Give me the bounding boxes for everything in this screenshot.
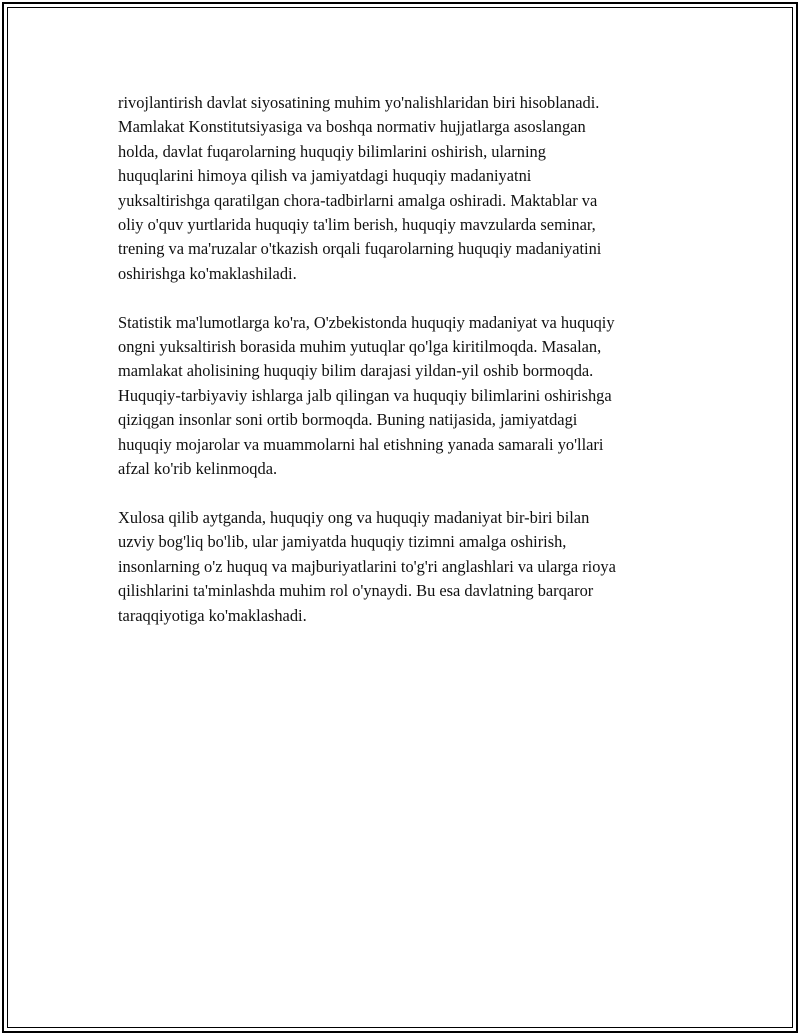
paragraph-1: rivojlantirish davlat siyosatining muhim yo'nalishlaridan biri hisoblanadi. Mamlakat Konstitutsiyasiga va boshqa normativ hujjatlarga asoslangan holda, davlat fuqarolarning huquqiy bilimlarini oshirish, ularning huquqlarini himoya qilish va jamiyatdagi huquqiy madaniyatni yuksaltirishga qaratilgan chora-tadbirlarni amalga oshiradi. Maktablar va oliy o'quv yurtlarida huquqiy ta'lim berish, huquqiy mavzularda seminar, trening va ma'ruzalar o'tkazish orqali fuqarolarning huquqiy madaniyatini oshirishga ko'maklashiladi. — [118, 93, 602, 283]
paragraph-3: Xulosa qilib aytganda, huquqiy ong va huquqiy madaniyat bir-biri bilan uzviy bog'liq bo'lib, ular jamiyatda huquqiy tizimni amalga oshirish, insonlarning o'z huquq va majburiyatlarini to'g'ri anglashlari va ularga rioya qilishlarini ta'minlashda muhim rol o'ynaydi. Bu esa davlatning barqaror taraqqiyotiga ko'maklashadi. — [118, 507, 616, 625]
paragraph-2: Statistik ma'lumotlarga ko'ra, O'zbekistonda huquqiy madaniyat va huquqiy ongni yuksaltirish borasida muhim yutuqlar qo'lga kiritilmoqda. Masalan, mamlakat aholisining huquqiy bilim darajasi yildan-yil oshib bormoqda. Huquqiy-tarbiyaviy ishlarga jalb qilingan va huquqiy bilimlarini oshirishga qiziqgan insonlar soni ortib bormoqda. Buning natijasida, jamiyatdagi huquqiy mojarolar va muammolarni hal etishning yanada samarali yo'llari afzal ko'rib kelinmoqda. — [118, 312, 615, 479]
document-body — [118, 91, 698, 652]
